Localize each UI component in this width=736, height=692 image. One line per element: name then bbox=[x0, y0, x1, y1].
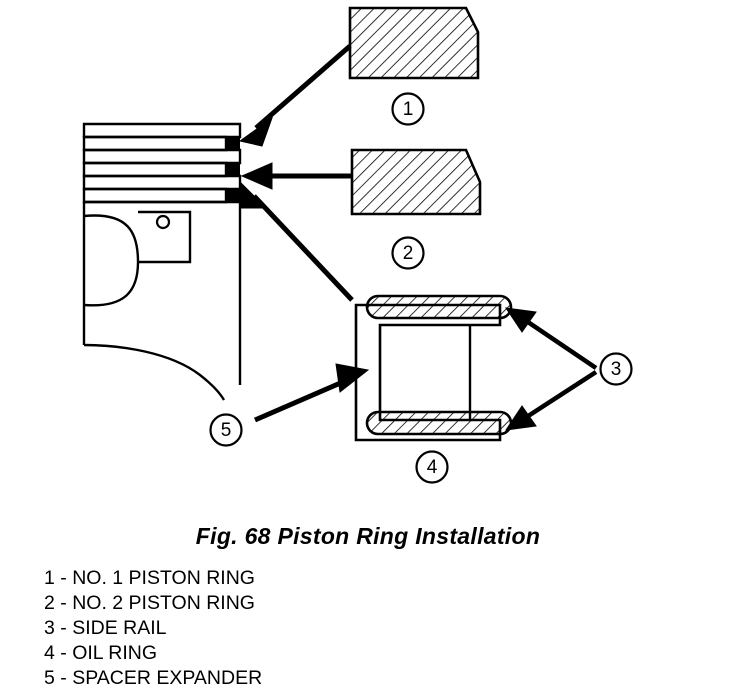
legend-item-2 bbox=[44, 591, 464, 616]
legend-item-3-text: SIDE RAIL bbox=[72, 617, 167, 639]
ring-2-cross-section bbox=[352, 150, 480, 214]
callout-1-label: 1 bbox=[402, 99, 414, 121]
piston-cross-section bbox=[84, 124, 240, 400]
legend-item-1 bbox=[44, 566, 464, 591]
oil-ring-assembly bbox=[356, 296, 511, 440]
callout-5 bbox=[211, 415, 242, 446]
legend-item-2-prefix: 2 - bbox=[44, 592, 73, 614]
legend-item-3-prefix: 3 - bbox=[44, 617, 73, 639]
figure-legend bbox=[44, 566, 464, 691]
legend-item-1-text: NO. 1 PISTON RING bbox=[72, 567, 255, 589]
legend-item-3 bbox=[44, 616, 464, 641]
legend-item-4-prefix: 4 - bbox=[44, 642, 73, 664]
callout-4-label: 4 bbox=[426, 457, 438, 479]
callout-5-label: 5 bbox=[220, 420, 232, 442]
legend-item-5-prefix: 5 - bbox=[44, 667, 73, 689]
callout-3-label: 3 bbox=[610, 359, 622, 381]
callout-1 bbox=[393, 94, 424, 125]
callout-4 bbox=[417, 452, 448, 483]
legend-item-4-text: OIL RING bbox=[72, 642, 158, 664]
legend-item-1-prefix: 1 - bbox=[44, 567, 73, 589]
callout-2-label: 2 bbox=[402, 243, 414, 265]
legend-item-5-text: SPACER EXPANDER bbox=[72, 667, 263, 689]
legend-item-5 bbox=[44, 666, 464, 691]
figure-caption: Fig. 68 Piston Ring Installation bbox=[195, 523, 541, 549]
legend-item-2-text: NO. 2 PISTON RING bbox=[72, 592, 255, 614]
callout-3 bbox=[601, 354, 632, 385]
callout-2 bbox=[393, 238, 424, 269]
ring-1-cross-section bbox=[350, 8, 478, 78]
legend-item-4 bbox=[44, 641, 464, 666]
